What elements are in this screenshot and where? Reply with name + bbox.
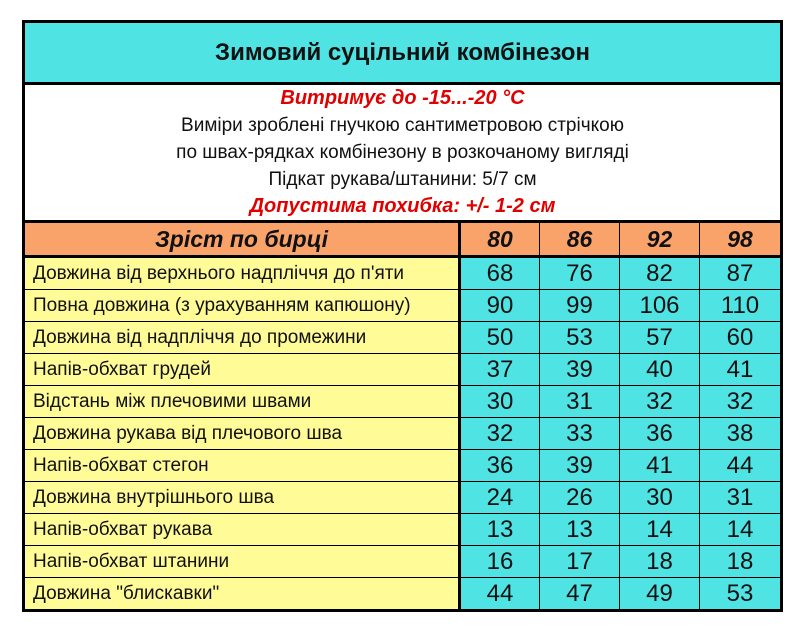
measurement-value: 49 [620, 578, 700, 611]
measurement-value: 40 [620, 354, 700, 386]
measurement-label: Напів-обхват грудей [24, 354, 460, 386]
measurement-label: Довжина рукава від плечового шва [24, 418, 460, 450]
measurement-value: 32 [620, 386, 700, 418]
measurement-value: 106 [620, 290, 700, 322]
cuff-row [24, 166, 782, 193]
title-row [24, 22, 782, 84]
table-row [24, 386, 782, 418]
measure-note-row-2 [24, 139, 782, 166]
size-chart-table [22, 20, 783, 612]
table-row [24, 482, 782, 514]
measurement-value: 44 [460, 578, 540, 611]
page-title: Зимовий суцільний комбінезон [24, 22, 782, 84]
measurement-label: Відстань між плечовими швами [24, 386, 460, 418]
measurement-value: 53 [540, 322, 620, 354]
height-header-label: Зріст по бирці [24, 222, 460, 257]
measurement-value: 44 [700, 450, 782, 482]
measurement-value: 87 [700, 257, 782, 290]
measurement-value: 41 [620, 450, 700, 482]
measurement-value: 90 [460, 290, 540, 322]
measurement-value: 41 [700, 354, 782, 386]
measurement-value: 31 [540, 386, 620, 418]
measure-note-line-1: Виміри зроблені гнучкою сантиметровою стрічкою [24, 112, 782, 139]
measurement-value: 47 [540, 578, 620, 611]
measurement-value: 53 [700, 578, 782, 611]
header-row [24, 222, 782, 257]
measurement-label: Повна довжина (з урахуванням капюшону) [24, 290, 460, 322]
measurement-value: 33 [540, 418, 620, 450]
measure-note-line-2: по швах-рядках комбінезону в розкочаному вигляді [24, 139, 782, 166]
measurement-value: 57 [620, 322, 700, 354]
table-row [24, 354, 782, 386]
table-row [24, 546, 782, 578]
tolerance-note: Допустима похибка: +/- 1-2 см [24, 193, 782, 222]
measurement-value: 36 [460, 450, 540, 482]
measurement-value: 68 [460, 257, 540, 290]
measurement-value: 32 [460, 418, 540, 450]
measurement-value: 50 [460, 322, 540, 354]
table-row [24, 322, 782, 354]
tolerance-row [24, 193, 782, 222]
measurement-value: 24 [460, 482, 540, 514]
measurement-value: 18 [700, 546, 782, 578]
table-row [24, 418, 782, 450]
measurement-value: 36 [620, 418, 700, 450]
table-row [24, 257, 782, 290]
size-header-92: 92 [620, 222, 700, 257]
size-header-80: 80 [460, 222, 540, 257]
measurement-value: 18 [620, 546, 700, 578]
measurement-value: 39 [540, 354, 620, 386]
size-header-86: 86 [540, 222, 620, 257]
measurement-label: Довжина від надпліччя до промежини [24, 322, 460, 354]
measurement-value: 14 [620, 514, 700, 546]
measurement-value: 38 [700, 418, 782, 450]
measurement-label: Довжина від верхнього надпліччя до п'яти [24, 257, 460, 290]
measurement-value: 14 [700, 514, 782, 546]
temperature-row [24, 84, 782, 113]
measurement-value: 76 [540, 257, 620, 290]
table-row [24, 514, 782, 546]
measurement-value: 31 [700, 482, 782, 514]
measurement-label: Напів-обхват стегон [24, 450, 460, 482]
measure-note-row-1 [24, 112, 782, 139]
measurement-value: 17 [540, 546, 620, 578]
measurement-value: 13 [460, 514, 540, 546]
measurement-value: 16 [460, 546, 540, 578]
measurement-label: Напів-обхват рукава [24, 514, 460, 546]
measurement-value: 26 [540, 482, 620, 514]
measurement-value: 82 [620, 257, 700, 290]
measurement-value: 32 [700, 386, 782, 418]
table-row [24, 450, 782, 482]
measurement-value: 60 [700, 322, 782, 354]
measurement-value: 37 [460, 354, 540, 386]
size-header-98: 98 [700, 222, 782, 257]
temperature-note: Витримує до -15...-20 °С [24, 84, 782, 113]
measurement-label: Напів-обхват штанини [24, 546, 460, 578]
measurement-label: Довжина внутрішнього шва [24, 482, 460, 514]
cuff-note: Підкат рукава/штанини: 5/7 см [24, 166, 782, 193]
measurement-value: 99 [540, 290, 620, 322]
measurement-value: 39 [540, 450, 620, 482]
measurement-value: 13 [540, 514, 620, 546]
table-row [24, 290, 782, 322]
measurement-value: 30 [620, 482, 700, 514]
measurement-value: 110 [700, 290, 782, 322]
measurement-value: 30 [460, 386, 540, 418]
table-row [24, 578, 782, 611]
measurement-label: Довжина "блискавки" [24, 578, 460, 611]
